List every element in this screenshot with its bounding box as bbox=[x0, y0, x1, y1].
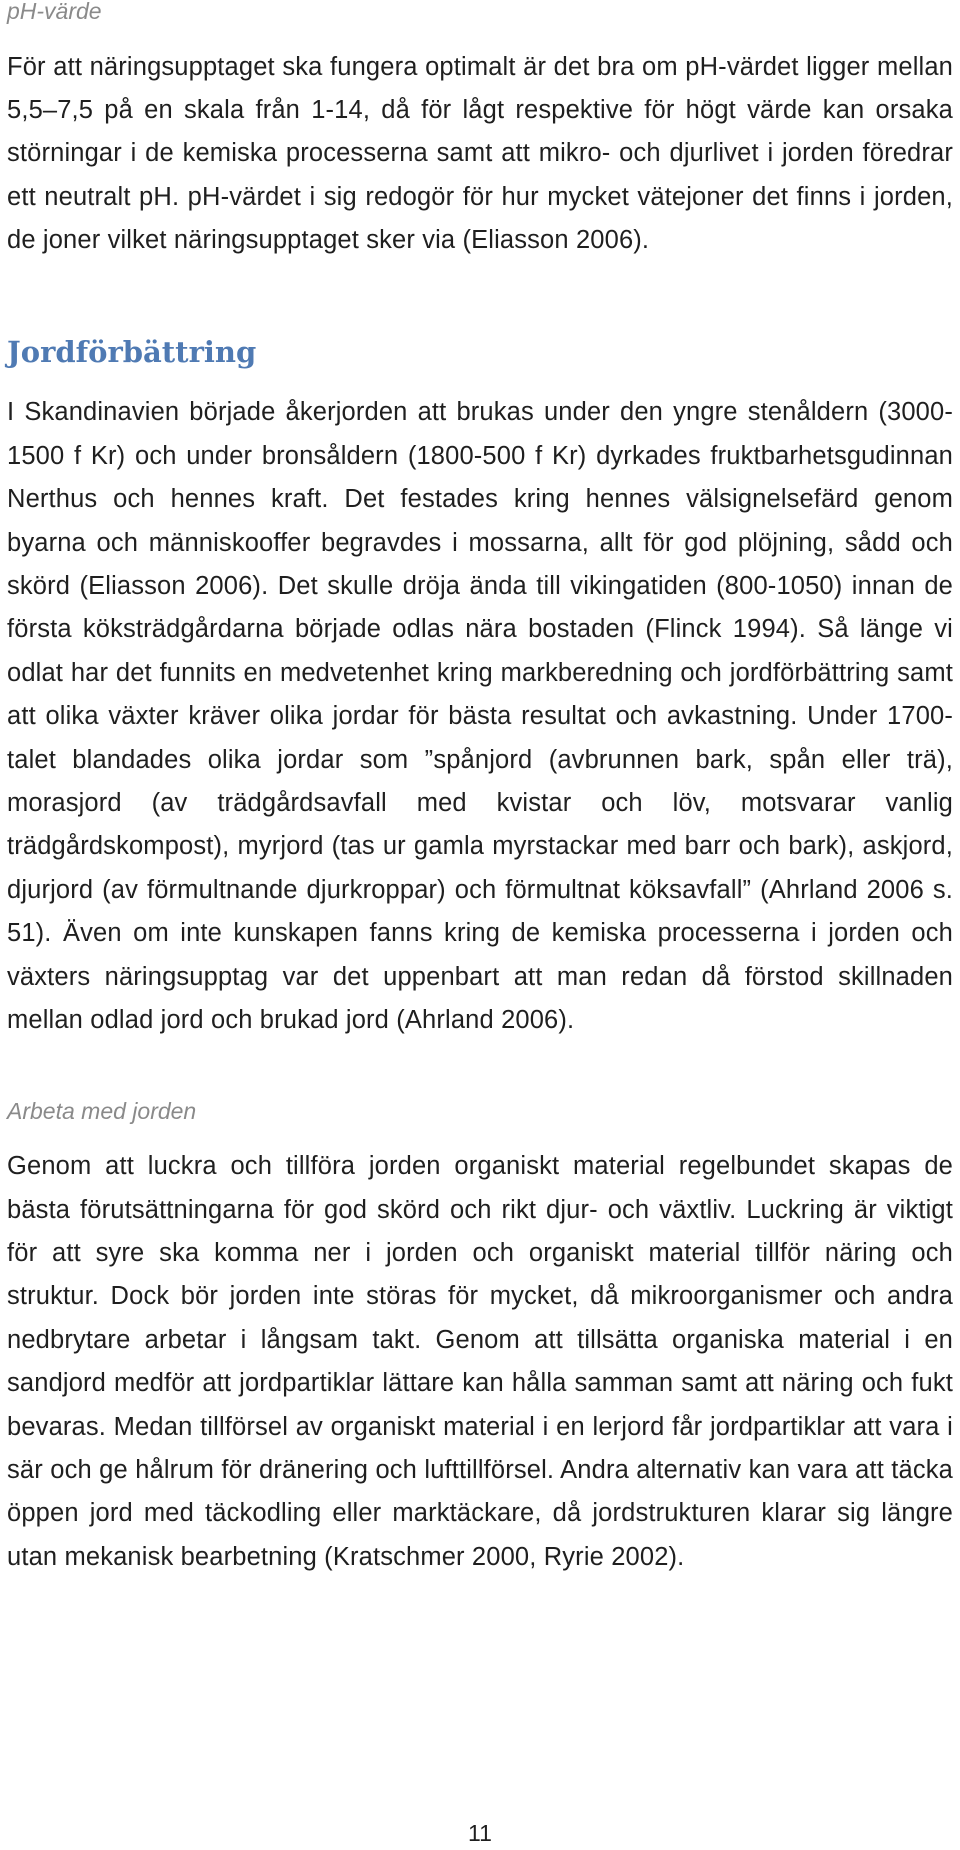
section-subheading: Arbeta med jorden bbox=[7, 1097, 197, 1124]
section-jordforbattring bbox=[7, 335, 953, 1043]
section-heading: Jordförbättring bbox=[7, 334, 257, 369]
page-number: 11 bbox=[468, 1820, 492, 1846]
paragraph: I Skandinavien började åkerjorden att brukas under den yngre stenåldern (3000-1500 f Kr) och under bronsåldern (1800-500 f Kr) dyrkades fruktbarhetsgudinnan Nerthus och hennes kraft. Det festades kring hennes välsignelsefärd genom byarna och människooffer begravdes i mossarna, allt för god plöjning, sådd och skörd (Eliasson 2006). Det skulle dröja ända till vikingatiden (800-1050) innan de första köksträdgårdarna började odlas nära bostaden (Flinck 1994). Så länge vi odlat har det funnits en medvetenhet kring markberedning och jordförbättring samt att olika växter kräver olika jordar för bästa resultat och avkastning. Under 1700-talet blandades olika jordar som ”spånjord (avbrunnen bark, spån eller trä), morasjord (av trädgårdsavfall med kvistar och löv, motsvarar vanlig trädgårdskompost), myrjord (tas ur gamla myrstackar med barr och bark), askjord, djurjord (av förmultnande djurkroppar) och förmultnat köksavfall” (Ahrland 2006 s. 51). Även om inte kunskapen fanns kring de kemiska processerna i jorden och växters näringsupptag var det uppenbart att man redan då förstod skillnaden mellan odlad jord och brukad jord (Ahrland 2006). bbox=[7, 398, 953, 1035]
paragraph: För att näringsupptaget ska fungera optimalt är det bra om pH-värdet ligger mellan 5,5–7,5 på en skala från 1-14, då för lågt respektive för högt värde kan orsaka störningar i de kemiska processerna samt att mikro- och djurlivet i jorden föredrar ett neutralt pH. pH-värdet i sig redogör för hur mycket vätejoner det finns i jorden, de joner vilket näringsupptaget sker via (Eliasson 2006). bbox=[7, 52, 953, 255]
section-subheading: pH-värde bbox=[7, 0, 102, 24]
document-page bbox=[7, 0, 953, 1579]
section-ph-varde bbox=[7, 0, 953, 263]
paragraph: Genom att luckra och tillföra jorden organiskt material regelbundet skapas de bästa förutsättningarna för god skörd och rikt djur- och växtliv. Luckring är viktigt för att syre ska komma ner i jorden och organiskt material tillför näring och struktur. Dock bör jorden inte störas för mycket, då mikroorganismer och andra nedbrytare arbetar i långsam takt. Genom att tillsätta organiska material i en sandjord medför att jordpartiklar lättare kan hålla samman samt att näring och fukt bevaras. Medan tillförsel av organiskt material i en lerjord får jordpartiklar att vara i sär och ge hålrum för dränering och lufttillförsel. Andra alternativ kan vara att täcka öppen jord med täckodling eller marktäckare, då jordstrukturen klarar sig längre utan mekanisk bearbetning (Kratschmer 2000, Ryrie 2002). bbox=[7, 1152, 953, 1571]
section-arbeta-med-jorden bbox=[7, 1098, 953, 1580]
